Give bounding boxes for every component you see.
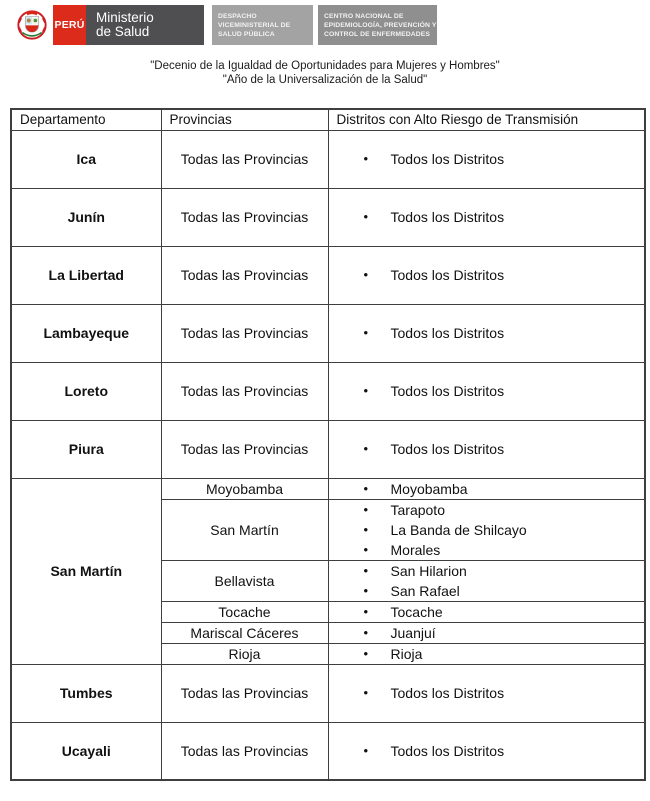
district-item	[329, 683, 645, 703]
district-item	[329, 500, 645, 520]
province-cell: Todas las Provincias	[161, 188, 328, 246]
districts-cell	[328, 478, 645, 499]
department-cell: La Libertad	[11, 246, 161, 304]
district-name: Juanjuí	[390, 624, 436, 641]
col-header-provincias: Provincias	[161, 109, 328, 130]
table-header-row	[11, 109, 645, 130]
district-item	[329, 207, 645, 227]
district-item	[329, 265, 645, 285]
bullet-icon: •	[363, 480, 369, 496]
bullet-icon: •	[363, 685, 369, 700]
districts-cell	[328, 188, 645, 246]
ministry-line: Ministerio	[96, 9, 154, 25]
org-block-despacho	[212, 5, 313, 45]
district-name: Todos los Distritos	[390, 267, 505, 283]
department-cell: San Martín	[11, 478, 161, 664]
district-name: Tarapoto	[390, 501, 445, 518]
district-name: La Banda de Shilcayo	[390, 521, 527, 538]
province-cell: Todas las Provincias	[161, 664, 328, 722]
document-quotes	[0, 59, 650, 87]
province-cell: Todas las Provincias	[161, 130, 328, 188]
districts-cell	[328, 560, 645, 601]
district-item	[329, 520, 645, 540]
government-header	[17, 5, 437, 45]
table-row	[11, 188, 645, 246]
table-row	[11, 246, 645, 304]
bullet-icon: •	[363, 645, 369, 661]
district-item	[329, 623, 645, 643]
table-row	[11, 478, 645, 499]
province-cell: Todas las Provincias	[161, 362, 328, 420]
district-name: Todos los Distritos	[390, 383, 505, 399]
province-cell: Todas las Provincias	[161, 722, 328, 780]
department-cell: Ucayali	[11, 722, 161, 780]
district-item	[329, 381, 645, 401]
districts-cell	[328, 722, 645, 780]
district-item	[329, 602, 645, 622]
districts-cell	[328, 601, 645, 622]
province-cell: San Martín	[161, 499, 328, 560]
department-cell: Ica	[11, 130, 161, 188]
province-cell: Todas las Provincias	[161, 304, 328, 362]
ministry-line: de Salud	[96, 24, 150, 39]
district-item	[329, 439, 645, 459]
table-row	[11, 304, 645, 362]
bullet-icon: •	[363, 325, 369, 340]
district-name: Todos los Distritos	[390, 325, 505, 341]
org-block-line: SALUD PÚBLICA	[218, 30, 275, 38]
district-name: Todos los Distritos	[390, 441, 505, 457]
districts-cell	[328, 622, 645, 643]
department-cell: Tumbes	[11, 664, 161, 722]
district-name: Todos los Distritos	[390, 742, 505, 759]
province-cell: Tocache	[161, 601, 328, 622]
risk-table	[10, 108, 646, 781]
province-cell: Bellavista	[161, 560, 328, 601]
district-name: Todos los Distritos	[390, 209, 505, 225]
bullet-icon: •	[363, 441, 369, 456]
col-header-departamento: Departamento	[11, 109, 161, 130]
bullet-icon: •	[363, 582, 369, 598]
org-block-line: DESPACHO	[218, 12, 257, 20]
district-name: Todos los Distritos	[390, 151, 505, 167]
department-cell: Loreto	[11, 362, 161, 420]
peru-wordmark	[53, 5, 86, 45]
district-item	[329, 323, 645, 343]
bullet-icon: •	[363, 742, 369, 758]
department-cell: Junín	[11, 188, 161, 246]
ministry-wordmark	[86, 5, 204, 45]
bullet-icon: •	[363, 151, 369, 166]
district-name: San Rafael	[390, 582, 460, 599]
district-item	[329, 561, 645, 581]
district-name: Tocache	[390, 603, 443, 620]
bullet-icon: •	[363, 603, 369, 619]
department-cell: Piura	[11, 420, 161, 478]
table-body	[11, 130, 645, 780]
bullet-icon: •	[363, 541, 369, 557]
org-block-line: EPIDEMIOLOGÍA, PREVENCIÓN Y	[324, 21, 437, 29]
districts-cell	[328, 130, 645, 188]
district-item	[329, 149, 645, 169]
districts-cell	[328, 246, 645, 304]
province-cell: Mariscal Cáceres	[161, 622, 328, 643]
districts-cell	[328, 362, 645, 420]
org-block-line: CONTROL DE ENFERMEDADES	[324, 30, 431, 38]
province-cell: Todas las Provincias	[161, 246, 328, 304]
table-row	[11, 722, 645, 780]
districts-cell	[328, 420, 645, 478]
districts-cell	[328, 304, 645, 362]
district-name: San Hilarion	[390, 562, 467, 579]
bullet-icon: •	[363, 267, 369, 282]
bullet-icon: •	[363, 521, 369, 537]
quote-line-decenio: "Decenio de la Igualdad de Oportunidades para Mujeres y Hombres"	[150, 60, 500, 72]
peru-label: PERÚ	[54, 19, 85, 31]
department-cell: Lambayeque	[11, 304, 161, 362]
district-item	[329, 479, 645, 499]
table-row	[11, 362, 645, 420]
district-name: Todos los Distritos	[390, 685, 505, 701]
table-row	[11, 130, 645, 188]
table-row	[11, 664, 645, 722]
districts-cell	[328, 664, 645, 722]
district-item	[329, 581, 645, 601]
bullet-icon: •	[363, 209, 369, 224]
district-name: Rioja	[390, 645, 423, 662]
districts-cell	[328, 643, 645, 664]
peru-coat-of-arms-icon	[17, 5, 47, 45]
district-item	[329, 644, 645, 664]
quote-line-anio: "Año de la Universalización de la Salud"	[222, 74, 428, 86]
org-block-centro-nacional	[318, 5, 437, 45]
bullet-icon: •	[363, 624, 369, 640]
bullet-icon: •	[363, 501, 369, 517]
org-block-line: VICEMINISTERIAL DE	[218, 21, 291, 29]
districts-cell	[328, 499, 645, 560]
table-row	[11, 420, 645, 478]
col-header-distritos: Distritos con Alto Riesgo de Transmisión	[328, 109, 645, 130]
district-name: Morales	[390, 541, 441, 558]
district-item	[329, 741, 645, 761]
province-cell: Rioja	[161, 643, 328, 664]
org-block-line: CENTRO NACIONAL DE	[324, 12, 404, 20]
district-item	[329, 540, 645, 560]
bullet-icon: •	[363, 383, 369, 398]
district-name: Moyobamba	[390, 480, 468, 497]
province-cell: Moyobamba	[161, 478, 328, 499]
bullet-icon: •	[363, 562, 369, 578]
province-cell: Todas las Provincias	[161, 420, 328, 478]
